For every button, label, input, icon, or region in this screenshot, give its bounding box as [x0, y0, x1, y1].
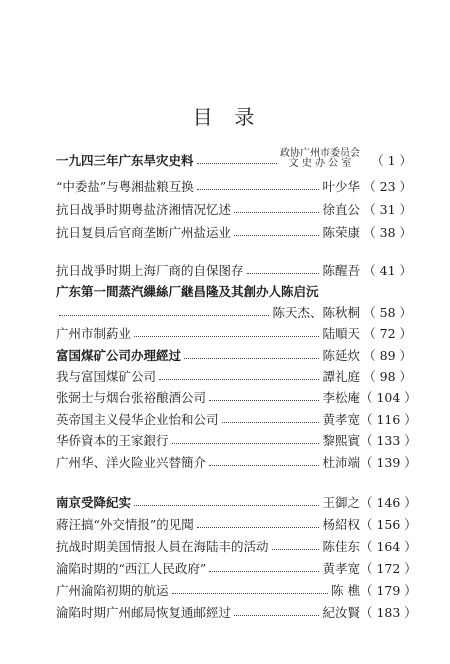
- entry-author: [280, 149, 360, 169]
- entry-page: （ 164 ）: [360, 539, 417, 554]
- entry-title: 广州华、洋火险业兴替簡介: [56, 455, 207, 470]
- entry-author: 杨紹权: [322, 517, 360, 532]
- leader-dots: [209, 400, 319, 401]
- entry-title: 英帝国主义侵华企业怡和公司: [56, 412, 219, 427]
- entry-author: 叶少华: [322, 179, 360, 194]
- entry-title: 广东第一間蒸汽繅絲厂継昌隆及其創办人陈启沅: [56, 284, 319, 299]
- toc-entry[interactable]: [56, 259, 412, 279]
- leader-dots: [197, 189, 320, 190]
- entry-page: （ 1 ）: [371, 153, 412, 168]
- entry-author: 黎熙賓: [322, 433, 360, 448]
- leader-dots: [134, 505, 319, 506]
- leader-dots: [234, 212, 319, 213]
- page-title: 目 录: [192, 105, 258, 129]
- entry-title: 一九四三年广东旱灾史料: [56, 153, 194, 168]
- entry-title: 淪陷时期广州邮局恢复通邮經过: [56, 605, 232, 620]
- entry-title: 广州淪陷初期的航运: [56, 583, 169, 598]
- toc-entry[interactable]: [56, 513, 417, 533]
- leader-dots: [234, 235, 319, 236]
- entry-author: 陈荣康: [322, 225, 360, 240]
- entry-page: （ 139 ）: [360, 455, 417, 470]
- author-line: 文 史 办 公 室: [288, 158, 352, 169]
- entry-title: 抗日战爭时期粤盐济湘情况忆述: [56, 202, 232, 217]
- toc-entry[interactable]: [56, 149, 412, 169]
- toc-entry[interactable]: [56, 451, 417, 471]
- toc-entry[interactable]: [56, 322, 412, 342]
- entry-page: （ 146 ）: [360, 495, 417, 510]
- entry-page: （ 31 ）: [363, 202, 412, 217]
- entry-page: （ 172 ）: [360, 561, 417, 576]
- entry-author: 陈延炊: [322, 348, 360, 363]
- entry-page: （ 89 ）: [363, 348, 412, 363]
- entry-title: 广州市制葯业: [56, 326, 132, 341]
- entry-page: （ 98 ）: [363, 369, 412, 384]
- toc-entry[interactable]: [56, 429, 417, 449]
- entry-page: （ 23 ）: [363, 179, 412, 194]
- leader-dots: [209, 465, 319, 466]
- entry-title: 张弼士与烟台张裕酿酒公司: [56, 390, 207, 405]
- entry-page: （ 183 ）: [360, 605, 417, 620]
- entry-title: 抗日战爭时期上海厂商的自保图存: [56, 263, 244, 278]
- toc-entry[interactable]: [56, 601, 417, 621]
- toc-entry[interactable]: [56, 344, 412, 364]
- entry-author: 李松庵: [322, 390, 360, 405]
- toc-entry[interactable]: [56, 175, 412, 195]
- entry-title: “中委盐”与粤湘盐粮互换: [56, 179, 194, 194]
- entry-page: （ 116 ）: [360, 412, 417, 427]
- entry-author: 譚礼庭: [322, 369, 360, 384]
- entry-page: （ 72 ）: [363, 326, 412, 341]
- entry-author: 徐直公: [322, 202, 360, 217]
- leader-dots: [234, 615, 319, 616]
- entry-author: 杜沛端: [322, 455, 360, 470]
- leader-dots: [172, 593, 329, 594]
- toc-entry[interactable]: [56, 365, 412, 385]
- toc-entry[interactable]: [56, 408, 417, 428]
- toc-entry[interactable]: [56, 557, 417, 577]
- entry-title: 华侨資本的王家銀行: [56, 433, 169, 448]
- leader-dots: [209, 571, 319, 572]
- entry-author: 紀汝賢: [322, 605, 360, 620]
- leader-dots: [272, 549, 320, 550]
- entry-page: （ 133 ）: [360, 433, 417, 448]
- entry-author: 陈醒吾: [322, 263, 360, 278]
- entry-page: （ 41 ）: [363, 263, 412, 278]
- leader-dots: [197, 527, 320, 528]
- entry-author: 陈 樵: [331, 583, 360, 598]
- entry-author: 陈天杰、陈秋桐: [272, 305, 360, 320]
- toc-entry[interactable]: [56, 491, 417, 511]
- entry-title: 富国煤矿公司办理經过: [56, 348, 182, 363]
- toc-entry[interactable]: [56, 535, 417, 555]
- entry-page: （ 104 ）: [360, 390, 417, 405]
- toc-entry[interactable]: [56, 386, 417, 406]
- leader-dots: [247, 273, 320, 274]
- entry-title: 抗战时期美国情报人員在海陆丰的活动: [56, 539, 269, 554]
- entry-page: （ 58 ）: [363, 305, 412, 320]
- toc-entry-continuation[interactable]: [56, 301, 412, 321]
- entry-author: 王御之: [322, 495, 360, 510]
- entry-title: 淪陷时期的“西江人民政府”: [56, 561, 207, 576]
- entry-title: 我与富国煤矿公司: [56, 369, 157, 384]
- leader-dots: [197, 163, 277, 164]
- leader-dots: [222, 422, 320, 423]
- toc-entry[interactable]: [56, 280, 412, 300]
- entry-title: 南京受降紀实: [56, 495, 132, 510]
- entry-page: （ 38 ）: [363, 225, 412, 240]
- entry-author: 陈佳东: [322, 539, 360, 554]
- leader-dots: [172, 443, 320, 444]
- entry-author: 黄孝宽: [322, 412, 360, 427]
- entry-title: 抗日复員后官商垄断广州盐运业: [56, 225, 232, 240]
- entry-title: 蔣汪搞“外交情报”的见聞: [56, 517, 194, 532]
- entry-author: 陆順天: [322, 326, 360, 341]
- entry-page: （ 179 ）: [360, 583, 417, 598]
- toc-entry[interactable]: [56, 579, 417, 599]
- leader-dots: [159, 379, 319, 380]
- leader-dots: [184, 358, 319, 359]
- leader-dots: [59, 315, 269, 316]
- author-line: 政协广州市委员会: [280, 148, 360, 159]
- toc-entry[interactable]: [56, 198, 412, 218]
- entry-author: 黄孝宽: [322, 561, 360, 576]
- leader-dots: [134, 336, 319, 337]
- toc-entry[interactable]: [56, 221, 412, 241]
- entry-page: （ 156 ）: [360, 517, 417, 532]
